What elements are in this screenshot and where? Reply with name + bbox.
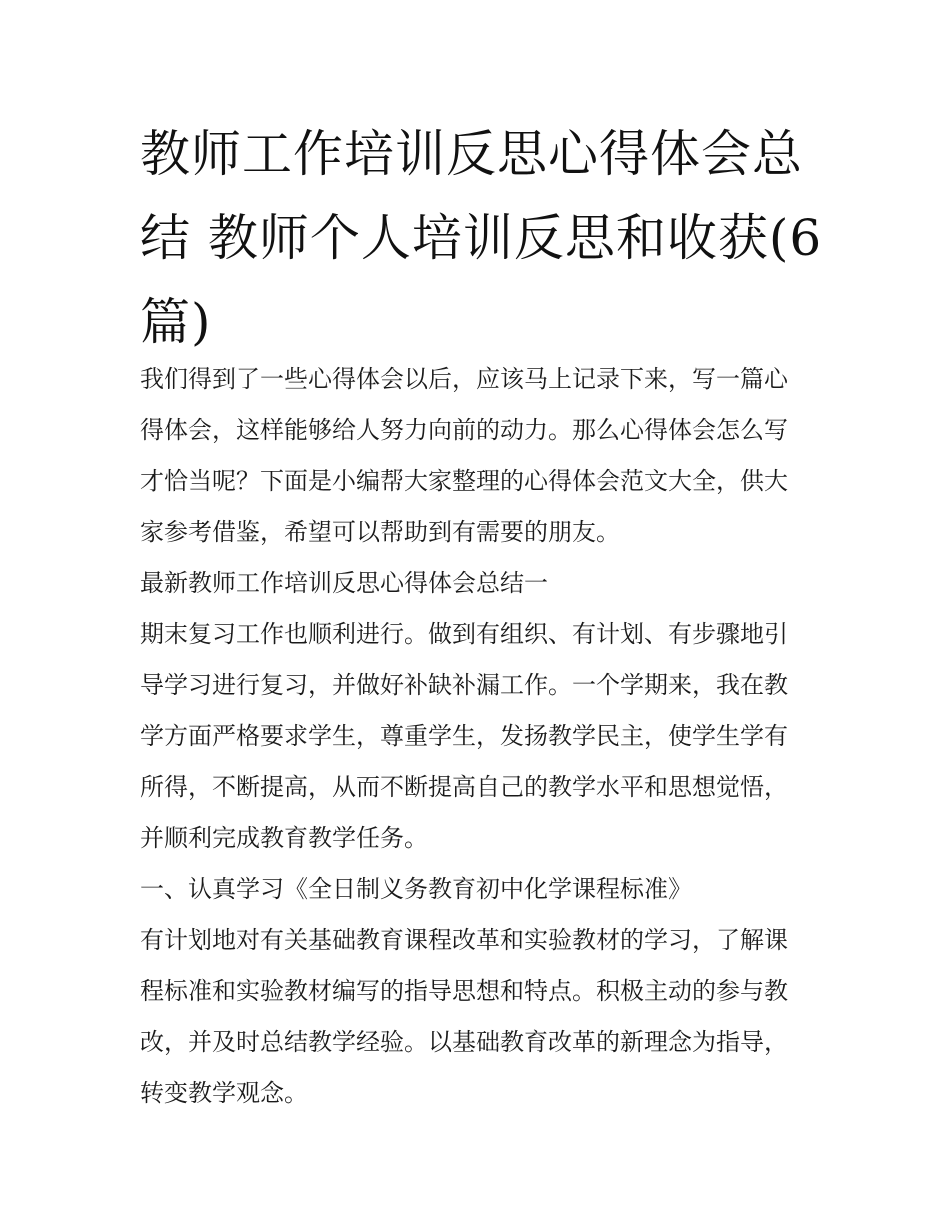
section-heading: 最新教师工作培训反思心得体会总结一 bbox=[140, 569, 548, 597]
subsection-heading: 一、认真学习《全日制义务教育初中化学课程标准》 bbox=[140, 875, 692, 903]
title-line: 结 教师个人培训反思和收获(6 bbox=[140, 209, 823, 267]
paragraph-line: 改，并及时总结教学经验。以基础教育改革的新理念为指导， bbox=[140, 1028, 788, 1056]
intro-paragraph-line: 才恰当呢？下面是小编帮大家整理的心得体会范文大全，供大 bbox=[140, 467, 788, 495]
title-line: 教师工作培训反思心得体会总 bbox=[140, 125, 803, 183]
paragraph-line: 导学习进行复习，并做好补缺补漏工作。一个学期来，我在教 bbox=[140, 671, 788, 699]
paragraph-line: 转变教学观念。 bbox=[140, 1079, 308, 1107]
paragraph-line: 学方面严格要求学生，尊重学生，发扬教学民主，使学生学有 bbox=[140, 722, 788, 750]
intro-paragraph-line: 得体会，这样能够给人努力向前的动力。那么心得体会怎么写 bbox=[140, 416, 788, 444]
document-body bbox=[140, 354, 830, 1119]
paragraph-line: 期末复习工作也顺利进行。做到有组织、有计划、有步骤地引 bbox=[140, 620, 788, 648]
intro-paragraph-line: 我们得到了一些心得体会以后，应该马上记录下来，写一篇心 bbox=[140, 365, 788, 393]
document-title bbox=[140, 112, 823, 364]
paragraph-line: 有计划地对有关基础教育课程改革和实验教材的学习，了解课 bbox=[140, 926, 788, 954]
intro-paragraph-line: 家参考借鉴，希望可以帮助到有需要的朋友。 bbox=[140, 518, 620, 546]
paragraph-line: 并顺利完成教育教学任务。 bbox=[140, 824, 428, 852]
paragraph-line: 程标准和实验教材编写的指导思想和特点。积极主动的参与教 bbox=[140, 977, 788, 1005]
title-line: 篇) bbox=[140, 293, 212, 351]
paragraph-line: 所得，不断提高，从而不断提高自己的教学水平和思想觉悟， bbox=[140, 773, 788, 801]
